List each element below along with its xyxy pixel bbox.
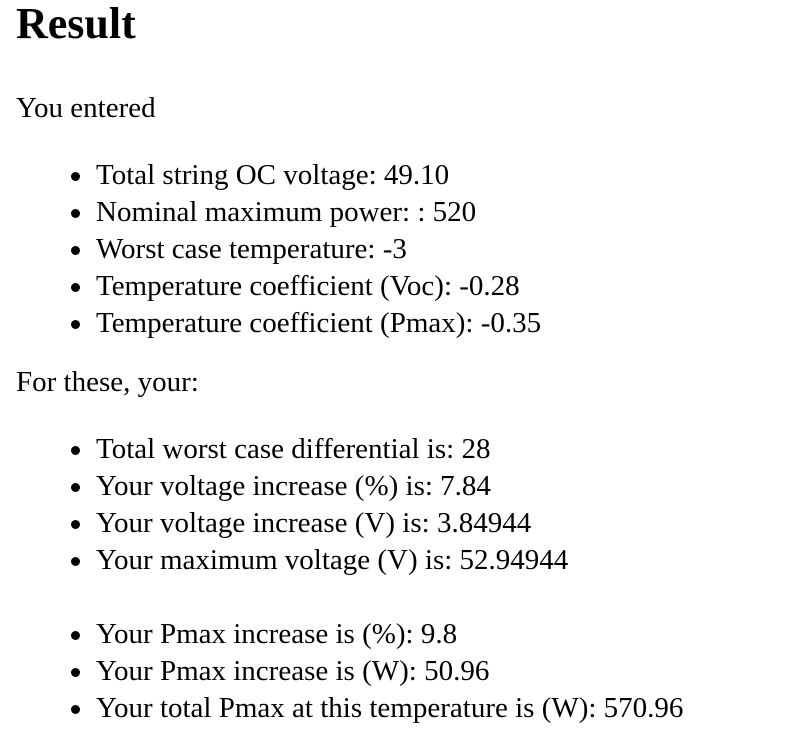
entered-intro: You entered	[16, 92, 156, 124]
entered-list	[16, 157, 792, 342]
entered-item-worst-case-temperature: Worst case temperature: -3	[96, 231, 792, 268]
result-item-voltage-increase-percent: Your voltage increase (%) is: 7.84	[96, 468, 792, 505]
entered-item-nominal-max-power: Nominal maximum power: : 520	[96, 194, 792, 231]
power-results-list	[16, 616, 792, 727]
results-intro: For these, your:	[16, 366, 199, 398]
result-item-pmax-increase-watts: Your Pmax increase is (W): 50.96	[96, 653, 792, 690]
page-title: Result	[16, 0, 136, 48]
result-item-voltage-increase-volts: Your voltage increase (V) is: 3.84944	[96, 505, 792, 542]
entered-item-string-oc-voltage: Total string OC voltage: 49.10	[96, 157, 792, 194]
entered-item-temp-coefficient-pmax: Temperature coefficient (Pmax): -0.35	[96, 305, 792, 342]
result-item-total-pmax: Your total Pmax at this temperature is (W): 570.96	[96, 690, 792, 727]
result-item-pmax-increase-percent: Your Pmax increase is (%): 9.8	[96, 616, 792, 653]
result-item-worst-case-differential: Total worst case differential is: 28	[96, 431, 792, 468]
voltage-results-list	[16, 431, 792, 579]
result-item-maximum-voltage: Your maximum voltage (V) is: 52.94944	[96, 542, 792, 579]
entered-item-temp-coefficient-voc: Temperature coefficient (Voc): -0.28	[96, 268, 792, 305]
